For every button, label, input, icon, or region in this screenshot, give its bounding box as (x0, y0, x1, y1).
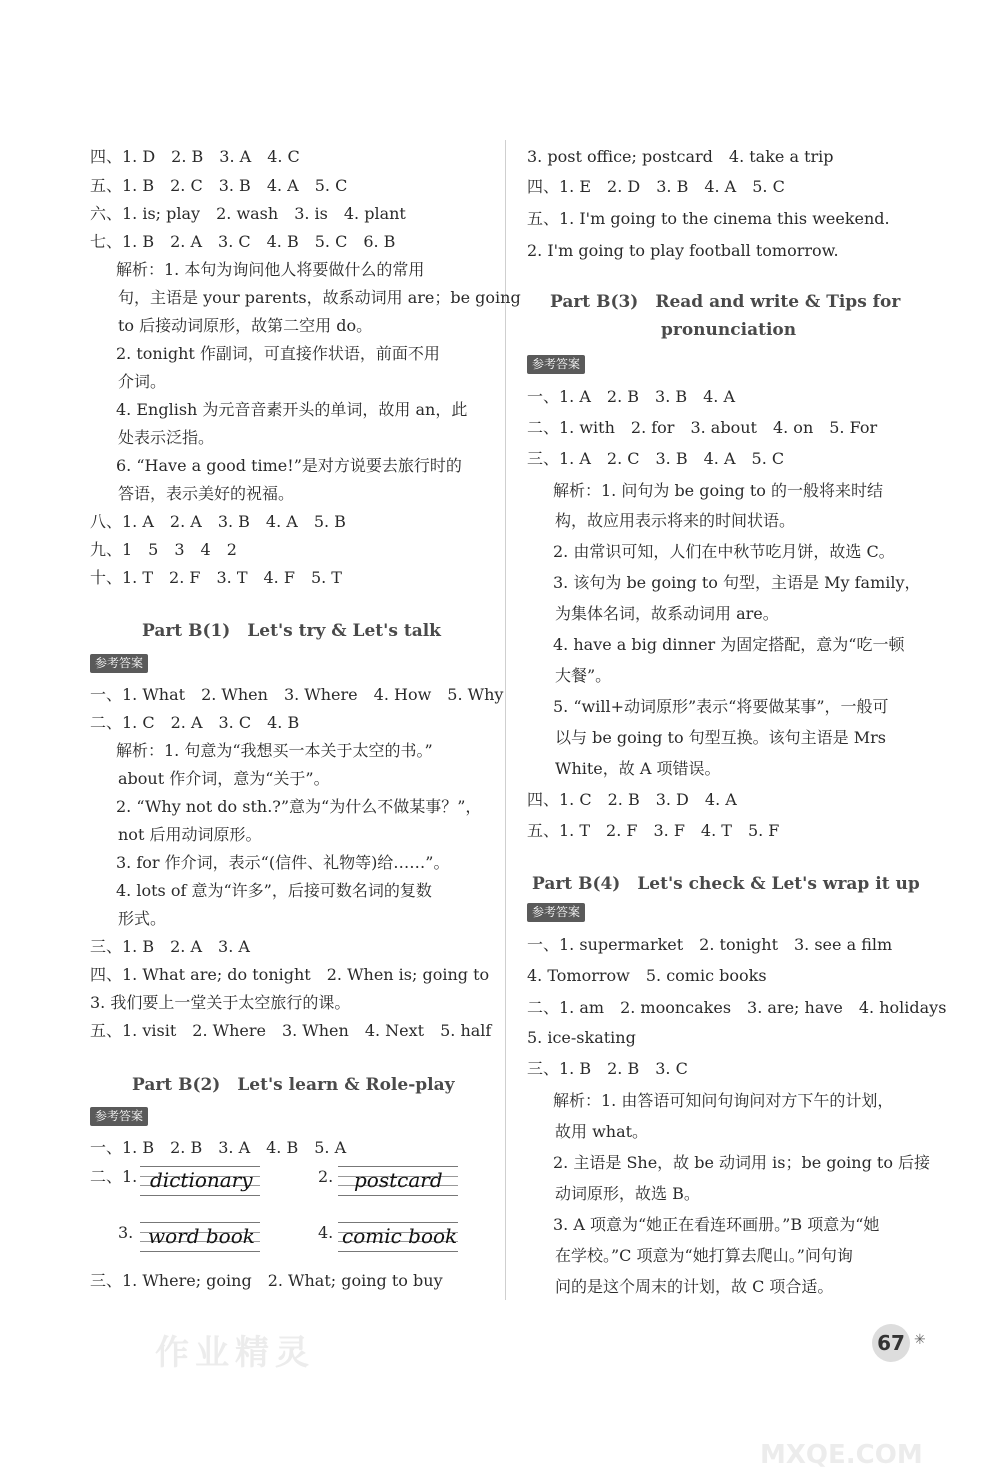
explanation-line: 3. for 作介词，表示“(信件、礼物等)给……”。 (100, 853, 450, 872)
answer-line: 三、1. B 2. B 3. C (527, 1059, 688, 1078)
column-divider (505, 140, 506, 1300)
explanation-line: 4. have a big dinner 为固定搭配，意为“吃一顿 (537, 635, 905, 654)
answer-line: 七、1. B 2. A 3. C 4. B 5. C 6. B (90, 232, 396, 251)
explanation-line: 解析：1. 本句为询问他人将要做什么的常用 (100, 260, 425, 279)
answer-line: 一、1. B 2. B 3. A 4. B 5. A (90, 1138, 347, 1157)
explanation-line: to 后接动词原形，故第二空用 do。 (118, 316, 373, 335)
answer-line: 五、1. I'm going to the cinema this weekend. (527, 209, 890, 228)
writing-label: 2. (318, 1167, 334, 1186)
answer-line: 二、1. with 2. for 3. about 4. on 5. For (527, 418, 878, 437)
section-title-b2: Part B(2) Let's learn & Role-play (132, 1075, 455, 1095)
writing-label: 4. (318, 1223, 334, 1242)
explanation-line: 为集体名词，故系动词用 are。 (555, 604, 779, 623)
answer-line: 二、1. am 2. mooncakes 3. are; have 4. holidays (527, 998, 947, 1017)
handwritten-word: comic book (342, 1224, 458, 1248)
explanation-line: 在学校。”C 项意为“她打算去爬山。”问句询 (555, 1246, 853, 1265)
answer-line: 八、1. A 2. A 3. B 4. A 5. B (90, 512, 346, 531)
explanation-line: 2. tonight 作副词，可直接作状语，前面不用 (100, 344, 440, 363)
explanation-line: 解析：1. 问句为 be going to 的一般将来时结 (537, 481, 884, 500)
star-icon: ✳ (914, 1332, 926, 1348)
answer-line: 四、1. E 2. D 3. B 4. A 5. C (527, 177, 785, 196)
section-title-b3-line2: pronunciation (661, 320, 797, 340)
explanation-line: 构，故应用表示将来的时间状语。 (555, 511, 796, 530)
answer-line: 五、1. visit 2. Where 3. When 4. Next 5. half (90, 1021, 492, 1040)
answer-line: 四、1. C 2. B 3. D 4. A (527, 790, 737, 809)
answer-line: 三、1. Where; going 2. What; going to buy (90, 1271, 443, 1290)
explanation-line: 句，主语是 your parents，故系动词用 are；be going (118, 288, 521, 307)
explanation-line: 形式。 (118, 909, 167, 928)
section-title-b1: Part B(1) Let's try & Let's talk (142, 621, 441, 641)
explanation-line: 动词原形，故选 B。 (555, 1184, 700, 1203)
answer-key-badge: 参考答案 (527, 903, 585, 922)
writing-label: 二、1. (90, 1167, 138, 1186)
answer-line: 六、1. is; play 2. wash 3. is 4. plant (90, 204, 406, 223)
answer-line: 3. 我们要上一堂关于太空旅行的课。 (90, 993, 351, 1012)
watermark: 作业精灵 (155, 1333, 315, 1373)
explanation-line: 2. 主语是 She，故 be 动词用 is；be going to 后接 (537, 1153, 931, 1172)
answer-line: 3. post office; postcard 4. take a trip (527, 147, 834, 166)
answer-line: 一、1. What 2. When 3. Where 4. How 5. Why (90, 685, 504, 704)
explanation-line: 6. “Have a good time!”是对方说要去旅行时的 (100, 456, 462, 475)
explanation-line: 解析：1. 由答语可知问句询问对方下午的计划， (537, 1091, 894, 1110)
answer-line: 三、1. A 2. C 3. B 4. A 5. C (527, 449, 785, 468)
explanation-line: 解析：1. 句意为“我想买一本关于太空的书。” (100, 741, 433, 760)
handwritten-word: word book (148, 1224, 255, 1248)
explanation-line: 处表示泛指。 (118, 428, 215, 447)
answer-line: 4. Tomorrow 5. comic books (527, 966, 767, 985)
explanation-line: 2. “Why not do sth.?”意为“为什么不做某事？”， (100, 797, 482, 816)
answer-line: 四、1. D 2. B 3. A 4. C (90, 147, 300, 166)
answer-line: 5. ice-skating (527, 1028, 636, 1047)
page-number: 67 (872, 1324, 910, 1362)
explanation-line: 以与 be going to 句型互换。该句主语是 Mrs (555, 728, 886, 747)
writing-label: 3. (118, 1223, 134, 1242)
answer-line: 十、1. T 2. F 3. T 4. F 5. T (90, 568, 342, 587)
explanation-line: 2. 由常识可知，人们在中秋节吃月饼，故选 C。 (537, 542, 895, 561)
answer-key-badge: 参考答案 (90, 654, 148, 673)
section-title-b4: Part B(4) Let's check & Let's wrap it up (532, 874, 920, 894)
explanation-line: about 作介词，意为“关于”。 (118, 769, 330, 788)
explanation-line: 大餐”。 (555, 666, 612, 685)
handwritten-word: postcard (354, 1168, 443, 1192)
explanation-line: 5. “will+动词原形”表示“将要做某事”，一般可 (537, 697, 889, 716)
explanation-line: White，故 A 项错误。 (555, 759, 721, 778)
answer-line: 一、1. A 2. B 3. B 4. A (527, 387, 736, 406)
explanation-line: 答语，表示美好的祝福。 (118, 484, 295, 503)
explanation-line: 3. A 项意为“她正在看连环画册。”B 项意为“她 (537, 1215, 880, 1234)
answer-line: 四、1. What are; do tonight 2. When is; going to (90, 965, 490, 984)
answer-line: 九、1 5 3 4 2 (90, 540, 237, 559)
explanation-line: not 后用动词原形。 (118, 825, 262, 844)
answer-line: 五、1. B 2. C 3. B 4. A 5. C (90, 176, 348, 195)
handwritten-word: dictionary (150, 1168, 253, 1192)
watermark: MXQE.COM (760, 1440, 923, 1470)
answer-line: 五、1. T 2. F 3. F 4. T 5. F (527, 821, 780, 840)
section-title-b3: Part B(3) Read and write & Tips for (550, 292, 901, 312)
answer-line: 2. I'm going to play football tomorrow. (527, 241, 839, 260)
explanation-line: 故用 what。 (555, 1122, 649, 1141)
explanation-line: 问的是这个周末的计划，故 C 项合适。 (555, 1277, 834, 1296)
explanation-line: 4. lots of 意为“许多”，后接可数名词的复数 (100, 881, 432, 900)
answer-line: 一、1. supermarket 2. tonight 3. see a film (527, 935, 893, 954)
answer-key-badge: 参考答案 (90, 1107, 148, 1126)
answer-line: 三、1. B 2. A 3. A (90, 937, 250, 956)
answer-key-badge: 参考答案 (527, 355, 585, 374)
explanation-line: 4. English 为元音音素开头的单词，故用 an，此 (100, 400, 468, 419)
answer-line: 二、1. C 2. A 3. C 4. B (90, 713, 300, 732)
explanation-line: 介词。 (118, 372, 167, 391)
explanation-line: 3. 该句为 be going to 句型，主语是 My family， (537, 573, 921, 592)
